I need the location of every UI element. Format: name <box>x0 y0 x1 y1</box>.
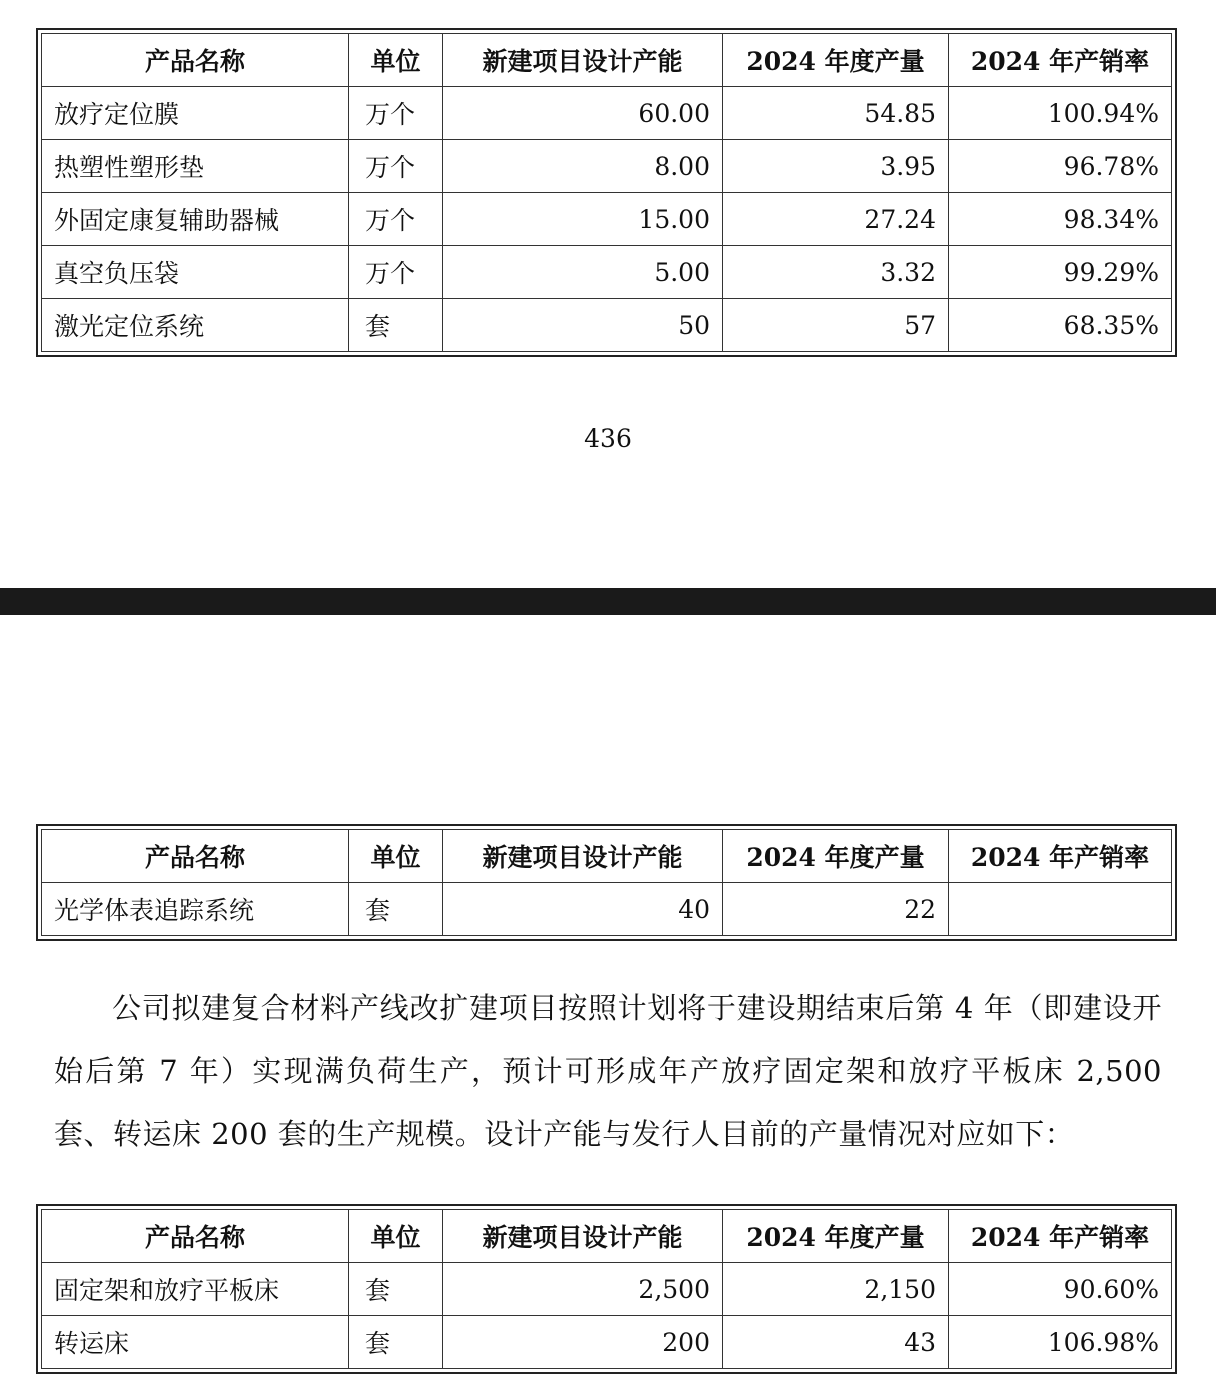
capacity-table-2 <box>36 824 1177 941</box>
table-row <box>42 883 1172 936</box>
cell-capacity: 50 <box>443 299 723 352</box>
cell-capacity: 8.00 <box>443 140 723 193</box>
cell-unit: 万个 <box>349 140 443 193</box>
cell-rate: 96.78% <box>949 140 1172 193</box>
header-2024-sales-rate: 2024 年产销率 <box>949 830 1172 883</box>
table-row <box>42 246 1172 299</box>
header-2024-sales-rate: 2024 年产销率 <box>949 1210 1172 1263</box>
cell-rate: 106.98% <box>949 1316 1172 1369</box>
cell-capacity: 5.00 <box>443 246 723 299</box>
table-row <box>42 1263 1172 1316</box>
table-row <box>42 299 1172 352</box>
cell-capacity: 60.00 <box>443 87 723 140</box>
cell-output: 3.95 <box>723 140 949 193</box>
header-unit: 单位 <box>349 1210 443 1263</box>
cell-output: 2,150 <box>723 1263 949 1316</box>
cell-product-name: 放疗定位膜 <box>42 87 349 140</box>
header-product-name: 产品名称 <box>42 1210 349 1263</box>
table-row <box>42 1316 1172 1369</box>
header-2024-sales-rate: 2024 年产销率 <box>949 34 1172 87</box>
capacity-table-1 <box>36 28 1177 357</box>
cell-capacity: 200 <box>443 1316 723 1369</box>
body-paragraph: 公司拟建复合材料产线改扩建项目按照计划将于建设期结束后第 4 年（即建设开始后第 7 年）实现满负荷生产，预计可形成年产放疗固定架和放疗平板床 2,500 套、转运床 200 套的生产规模。设计产能与发行人目前的产量情况对应如下： <box>54 991 1162 1151</box>
page-number: 436 <box>584 424 632 453</box>
cell-product-name: 固定架和放疗平板床 <box>42 1263 349 1316</box>
cell-capacity: 2,500 <box>443 1263 723 1316</box>
cell-rate: 100.94% <box>949 87 1172 140</box>
header-2024-output: 2024 年度产量 <box>723 1210 949 1263</box>
cell-unit: 套 <box>349 1316 443 1369</box>
header-design-capacity: 新建项目设计产能 <box>443 34 723 87</box>
header-product-name: 产品名称 <box>42 34 349 87</box>
header-unit: 单位 <box>349 34 443 87</box>
cell-rate: 98.34% <box>949 193 1172 246</box>
table-row <box>42 193 1172 246</box>
header-2024-output: 2024 年度产量 <box>723 34 949 87</box>
cell-rate: 68.35% <box>949 299 1172 352</box>
header-design-capacity: 新建项目设计产能 <box>443 830 723 883</box>
cell-capacity: 15.00 <box>443 193 723 246</box>
table-header-row <box>42 830 1172 883</box>
cell-product-name: 转运床 <box>42 1316 349 1369</box>
cell-rate: 90.60% <box>949 1263 1172 1316</box>
header-design-capacity: 新建项目设计产能 <box>443 1210 723 1263</box>
table-row <box>42 140 1172 193</box>
capacity-table-3 <box>36 1204 1177 1374</box>
cell-rate <box>949 883 1172 936</box>
cell-unit: 万个 <box>349 87 443 140</box>
header-2024-output: 2024 年度产量 <box>723 830 949 883</box>
cell-product-name: 真空负压袋 <box>42 246 349 299</box>
cell-output: 22 <box>723 883 949 936</box>
cell-rate: 99.29% <box>949 246 1172 299</box>
page-divider <box>0 588 1216 615</box>
cell-output: 57 <box>723 299 949 352</box>
table-header-row <box>42 34 1172 87</box>
table-header-row <box>42 1210 1172 1263</box>
cell-unit: 万个 <box>349 193 443 246</box>
cell-unit: 套 <box>349 883 443 936</box>
table-row <box>42 87 1172 140</box>
cell-product-name: 光学体表追踪系统 <box>42 883 349 936</box>
cell-unit: 套 <box>349 1263 443 1316</box>
cell-product-name: 热塑性塑形垫 <box>42 140 349 193</box>
cell-product-name: 外固定康复辅助器械 <box>42 193 349 246</box>
cell-output: 43 <box>723 1316 949 1369</box>
header-unit: 单位 <box>349 830 443 883</box>
cell-output: 54.85 <box>723 87 949 140</box>
cell-capacity: 40 <box>443 883 723 936</box>
cell-unit: 套 <box>349 299 443 352</box>
cell-unit: 万个 <box>349 246 443 299</box>
cell-output: 27.24 <box>723 193 949 246</box>
cell-product-name: 激光定位系统 <box>42 299 349 352</box>
header-product-name: 产品名称 <box>42 830 349 883</box>
cell-output: 3.32 <box>723 246 949 299</box>
